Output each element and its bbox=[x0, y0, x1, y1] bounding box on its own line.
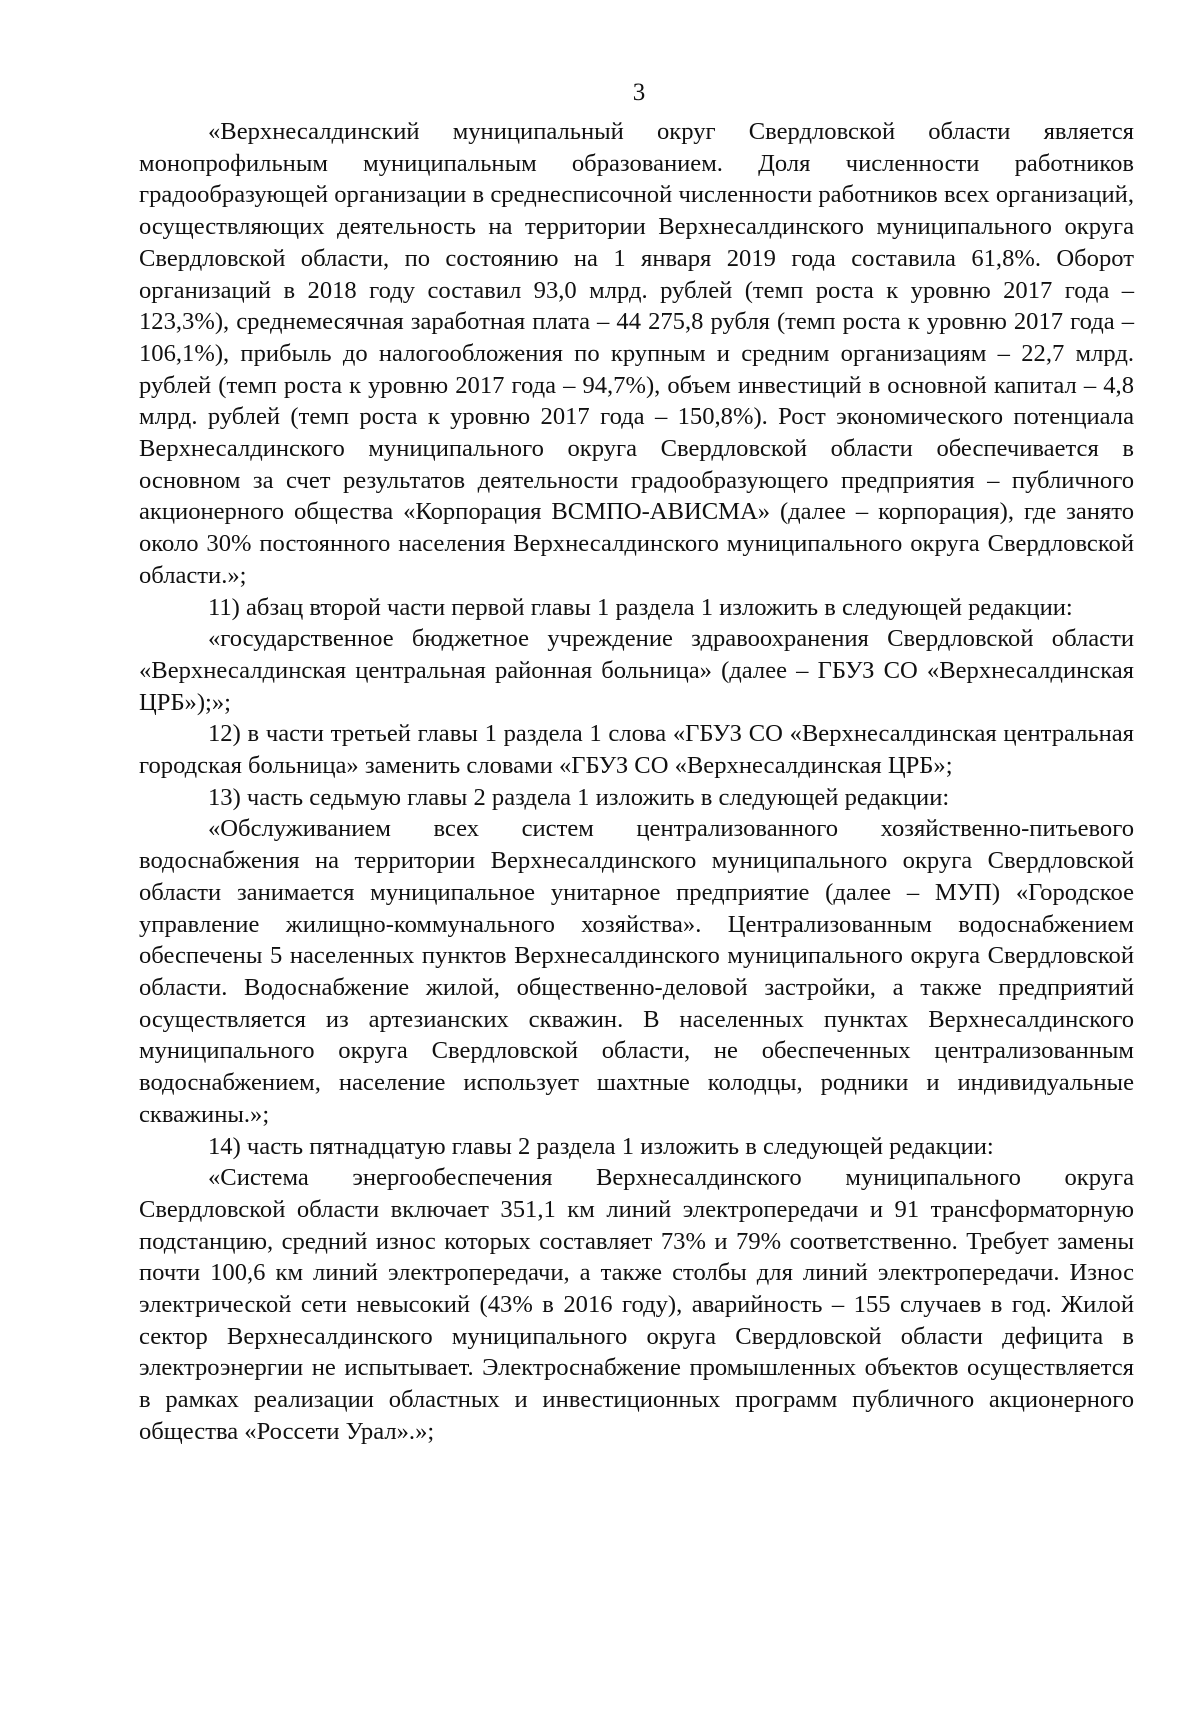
paragraph-economic-profile: «Верхнесалдинский муниципальный округ Свердловской области является монопрофильным муниципальным образованием. Доля численности работников градообразующей организации в среднесписочной численности работников всех организаций, осуществляющих деятельность на территории Верхнесалдинского муниципального округа Свердловской области, по состоянию на 1 января 2019 года составила 61,8%. Оборот организаций в 2018 году составил 93,0 млрд. рублей (темп роста к уровню 2017 года – 123,3%), среднемесячная заработная плата – 44 275,8 рубля (темп роста к уровню 2017 года – 106,1%), прибыль до налогообложения по крупным и средним организациям – 22,7 млрд. рублей (темп роста к уровню 2017 года – 94,7%), объем инвестиций в основной капитал – 4,8 млрд. рублей (темп роста к уровню 2017 года – 150,8%). Рост экономического потенциала Верхнесалдинского муниципального округа Свердловской области обеспечивается в основном за счет результатов деятельности градообразующего предприятия – публичного акционерного общества «Корпорация ВСМПО-АВИСМА» (далее – корпорация), где занято около 30% постоянного населения Верхнесалдинского муниципального округа Свердловской области.»; bbox=[139, 118, 1134, 589]
paragraph-energy-supply: «Система энергообеспечения Верхнесалдинского муниципального округа Свердловской области включает 351,1 км линий электропередачи и 91 трансформаторную подстанцию, средний износ которых составляет 73% и 79% соответственно. Требует замены почти 100,6 км линий электропередачи, а также столбы для линий электропередачи. Износ электрической сети невысокий (43% в 2016 году), аварийность – 155 случаев в год. Жилой сектор Верхнесалдинского муниципального округа Свердловской области дефицита в электроэнергии не испытывает. Электроснабжение промышленных объектов осуществляется в рамках реализации областных и инвестиционных программ публичного акционерного общества «Россети Урал».»; bbox=[139, 1164, 1134, 1445]
document-body bbox=[139, 116, 1134, 1448]
paragraph-hospital-definition: «государственное бюджетное учреждение здравоохранения Свердловской области «Верхнесалдинская центральная районная больница» (далее – ГБУЗ СО «Верхнесалдинская ЦРБ»);»; bbox=[139, 625, 1134, 716]
paragraph-amendment-11: 11) абзац второй части первой главы 1 раздела 1 изложить в следующей редакции: bbox=[208, 593, 1073, 621]
paragraph-amendment-13: 13) часть седьмую главы 2 раздела 1 изложить в следующей редакции: bbox=[208, 783, 950, 811]
paragraph-amendment-14: 14) часть пятнадцатую главы 2 раздела 1 изложить в следующей редакции: bbox=[208, 1132, 994, 1160]
paragraph-water-supply: «Обслуживанием всех систем централизованного хозяйственно-питьевого водоснабжения на территории Верхнесалдинского муниципального округа Свердловской области занимается муниципальное унитарное предприятие (далее – МУП) «Городское управление жилищно-коммунального хозяйства». Централизованным водоснабжением обеспечены 5 населенных пунктов Верхнесалдинского муниципального округа Свердловской области. Водоснабжение жилой, общественно-деловой застройки, а также предприятий осуществляется из артезианских скважин. В населенных пунктах Верхнесалдинского муниципального округа Свердловской области, не обеспеченных централизованным водоснабжением, население использует шахтные колодцы, родники и индивидуальные скважины.»; bbox=[139, 815, 1134, 1128]
page-number: 3 bbox=[632, 79, 646, 106]
paragraph-amendment-12: 12) в части третьей главы 1 раздела 1 слова «ГБУЗ СО «Верхнесалдинская центральная городская больница» заменить словами «ГБУЗ СО «Верхнесалдинская ЦРБ»; bbox=[139, 720, 1134, 780]
